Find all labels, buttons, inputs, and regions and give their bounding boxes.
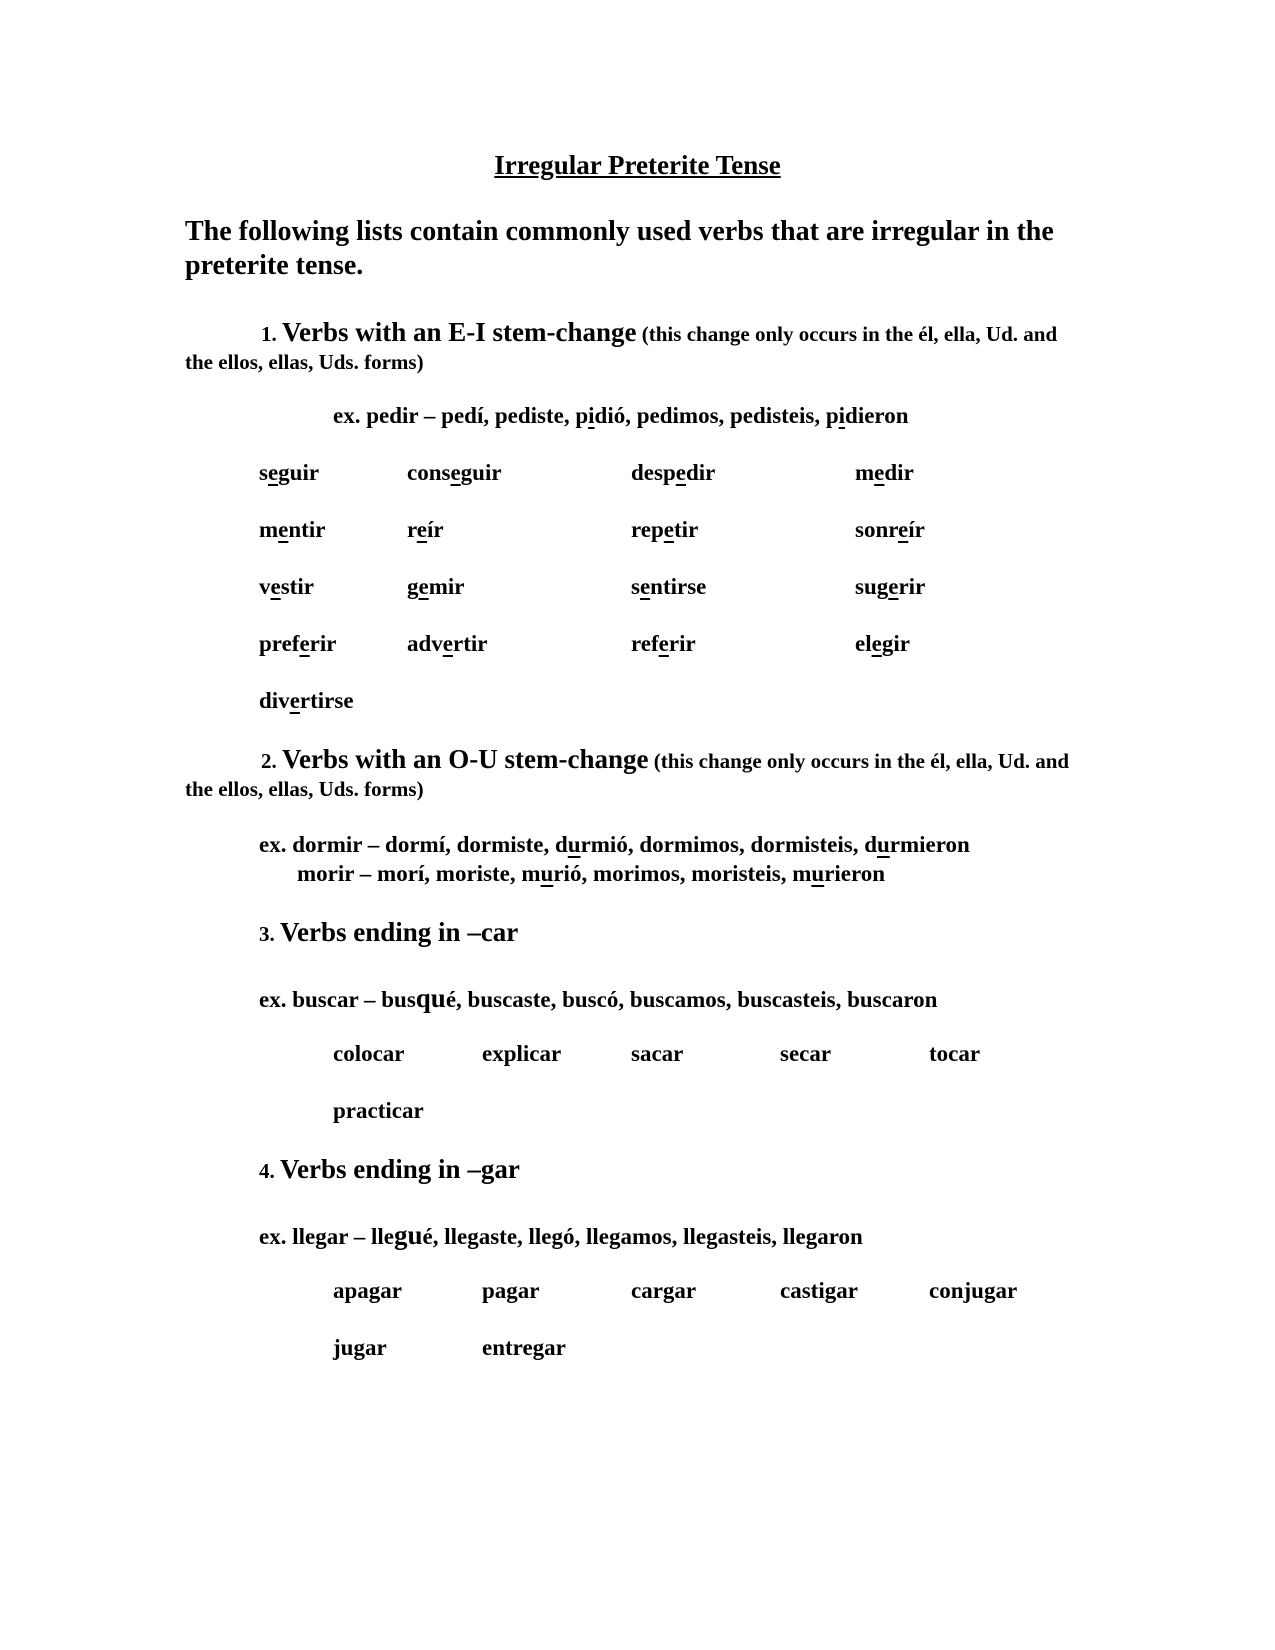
section-3-example: ex. buscar – busqué, buscaste, buscó, buscamos, buscasteis, buscaron <box>259 983 938 1013</box>
verb-item: advertir <box>407 631 488 656</box>
verb-item: reír <box>407 517 444 542</box>
verb-item: colocar <box>333 1041 405 1066</box>
verb-item: pagar <box>482 1278 540 1303</box>
verb-item: jugar <box>333 1335 387 1360</box>
section-1-example: ex. pedir – pedí, pediste, pidió, pedimos, pedisteis, pidieron <box>333 403 909 428</box>
verb-item: sentirse <box>631 574 707 599</box>
section-4-heading: 4. Verbs ending in –gar <box>259 1154 520 1184</box>
verb-item: sacar <box>631 1041 684 1066</box>
verb-item: cargar <box>631 1278 697 1303</box>
verb-item: despedir <box>631 460 716 485</box>
verb-item: mentir <box>259 517 326 542</box>
verb-item: conseguir <box>407 460 502 485</box>
section-4-example: ex. llegar – llegué, llegaste, llegó, llegamos, llegasteis, llegaron <box>259 1220 863 1250</box>
page-title: Irregular Preterite Tense <box>494 150 781 180</box>
verb-item: medir <box>855 460 914 485</box>
verb-item: vestir <box>259 574 314 599</box>
verb-item: practicar <box>333 1098 424 1123</box>
verb-item: apagar <box>333 1278 402 1303</box>
section-2-example-dormir: ex. dormir – dormí, dormiste, durmió, dormimos, dormisteis, durmieron <box>259 832 970 857</box>
verb-item: preferir <box>259 631 337 656</box>
section-2-heading: 2. Verbs with an O-U stem-change (this change only occurs in the él, ella, Ud. and the ellos, ellas, Uds. forms) <box>185 744 1070 801</box>
section-1-heading: 1. Verbs with an E-I stem-change (this change only occurs in the él, ella, Ud. and the ellos, ellas, Uds. forms) <box>185 317 1058 374</box>
verb-item: explicar <box>482 1041 562 1066</box>
verb-item: elegir <box>855 631 910 656</box>
verb-item: referir <box>631 631 696 656</box>
verb-item: secar <box>780 1041 832 1066</box>
verb-item: gemir <box>407 574 465 599</box>
verb-item: sugerir <box>855 574 926 599</box>
section-3-heading: 3. Verbs ending in –car <box>259 917 519 947</box>
section-2-example-morir: morir – morí, moriste, murió, morimos, moristeis, murieron <box>297 861 886 886</box>
verb-item: entregar <box>482 1335 566 1360</box>
verb-item: divertirse <box>259 688 354 713</box>
verb-item: seguir <box>259 460 320 485</box>
verb-item: sonreír <box>855 517 925 542</box>
intro-paragraph: The following lists contain commonly used verbs that are irregular in the preterite tense. <box>185 216 1054 281</box>
verb-item: repetir <box>631 517 699 542</box>
verb-item: tocar <box>929 1041 981 1066</box>
verb-item: conjugar <box>929 1278 1018 1303</box>
verb-item: castigar <box>780 1278 858 1303</box>
